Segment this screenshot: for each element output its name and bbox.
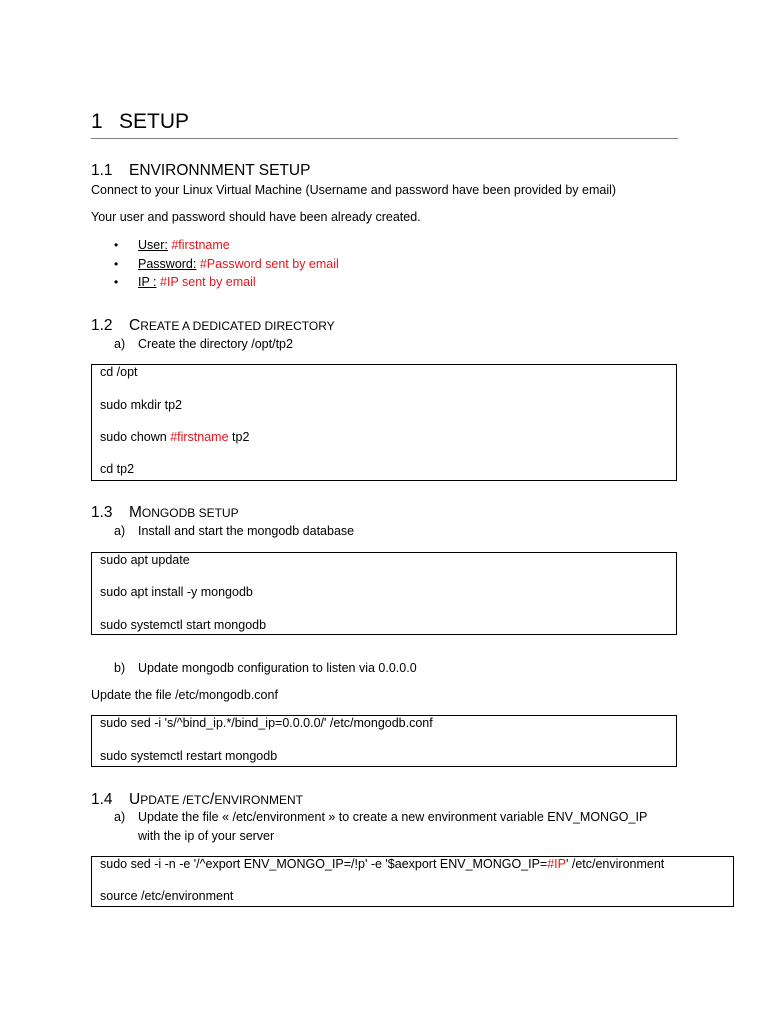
bullet-icon: • [114, 275, 119, 289]
list-marker: a) [114, 337, 126, 351]
step-text: Create the directory /opt/tp2 [138, 337, 293, 351]
subsection-number-1-1: 1.1 [91, 162, 113, 179]
section-title: SETUP [119, 110, 190, 133]
bullet-label: User: [138, 238, 168, 252]
step-text: Update the file « /etc/environment » to create a new environment variable ENV_MONGO_IP [138, 810, 648, 824]
bullet-label: IP : [138, 275, 157, 289]
paragraph-update-file: Update the file /etc/mongodb.conf [91, 688, 278, 702]
code-line: sudo systemctl start mongodb [100, 618, 267, 632]
code-line: cd tp2 [100, 462, 135, 476]
code-line: sudo systemctl restart mongodb [100, 749, 278, 763]
list-marker: b) [114, 661, 126, 675]
bullet-user [138, 238, 230, 252]
subsection-title-1-2: CREATE A DEDICATED DIRECTORY [129, 317, 335, 334]
code-line: sudo sed -i 's/^bind_ip.*/bind_ip=0.0.0.0/' /etc/mongodb.conf [100, 716, 433, 730]
bullet-icon: • [114, 238, 119, 252]
step-text: Update mongodb configuration to listen via 0.0.0.0 [138, 661, 417, 675]
bullet-value: #firstname [171, 238, 230, 252]
subsection-title-1-1: ENVIRONNMENT SETUP [129, 162, 311, 179]
bullet-value: #Password sent by email [199, 257, 339, 271]
step-text: Install and start the mongodb database [138, 524, 355, 538]
step-text-continued: with the ip of your server [138, 829, 275, 843]
subsection-number-1-2: 1.2 [91, 317, 113, 334]
code-block [91, 715, 677, 767]
list-marker: a) [114, 810, 126, 824]
paragraph-connect: Connect to your Linux Virtual Machine (Username and password have been provided by email) [91, 183, 617, 197]
code-line: cd /opt [100, 365, 138, 379]
code-line: sudo mkdir tp2 [100, 398, 182, 412]
code-line: source /etc/environment [100, 889, 234, 903]
code-line: sudo apt install -y mongodb [100, 585, 253, 599]
code-line: sudo chown #firstname tp2 [100, 430, 250, 444]
code-line: sudo apt update [100, 553, 190, 567]
bullet-label: Password: [138, 257, 197, 271]
subsection-number-1-4: 1.4 [91, 791, 113, 808]
subsection-title-1-3: MONGODB SETUP [129, 504, 239, 521]
bullet-value: #IP sent by email [160, 275, 256, 289]
paragraph-credentials: Your user and password should have been already created. [91, 210, 421, 224]
code-block [91, 856, 734, 907]
code-block [91, 364, 677, 481]
code-line: sudo sed -i -n -e '/^export ENV_MONGO_IP=/!p' -e '$aexport ENV_MONGO_IP=#IP' /etc/environment [100, 857, 665, 871]
section-number: 1 [91, 110, 103, 133]
subsection-number-1-3: 1.3 [91, 504, 113, 521]
code-block [91, 552, 677, 635]
bullet-password [138, 257, 339, 271]
subsection-title-1-4: UPDATE /ETC/ENVIRONMENT [129, 791, 303, 808]
bullet-ip [138, 275, 256, 289]
heading-rule [91, 138, 678, 139]
bullet-icon: • [114, 257, 119, 271]
list-marker: a) [114, 524, 126, 538]
